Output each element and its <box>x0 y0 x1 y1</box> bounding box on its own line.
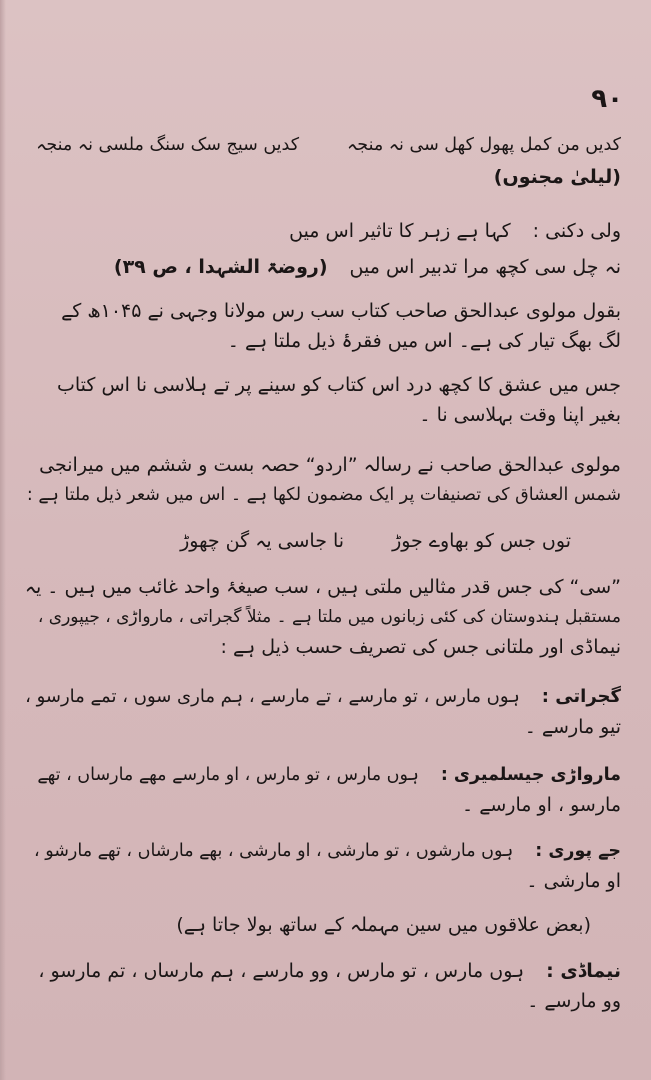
nimadi-forms: ہوں مارس ، تو مارس ، وو مارسے ، ہم مارساں ، تم مارسو ، <box>38 960 525 982</box>
page-number: ۹۰ <box>591 84 623 114</box>
conjugation-line <box>25 684 621 710</box>
page-edge-shadow <box>0 0 6 1080</box>
jaipuri-forms: ہوں مارشوں ، تو مارشی ، او مارشی ، بھے مارشاں ، تھے مارشو ، <box>34 841 514 861</box>
couplet-source: (لیلیٰ مجنوں) <box>493 166 621 188</box>
verse-line <box>180 528 571 554</box>
conjugation-line <box>37 762 621 788</box>
gujarati-forms: ہوں مارس ، تو مارسے ، تے مارسے ، ہم ماری سوں ، تمے مارسو ، <box>25 686 520 707</box>
conjugation-line: تیو مارسے ۔ <box>524 716 621 738</box>
wali-verse-2: نہ چل سی کچھ مرا تدبیر اس میں <box>349 256 621 278</box>
paragraph-line: ”سی“ کی جس قدر مثالیں ملتی ہیں ، سب صیغۂ واحد غائب میں ہیں ۔ یہ <box>24 576 621 598</box>
verse-hemistich-left: نا جاسی یہ گن چھوڑ <box>180 530 345 552</box>
conjugation-line: او مارشی ۔ <box>526 870 621 892</box>
wali-source: (روضۃ الشہدا ، ص ۳۹) <box>113 256 328 278</box>
wali-verse-line-2 <box>114 254 621 280</box>
marwari-forms: ہوں مارس ، تو مارس ، او مارسے مھے مارساں ، تھے <box>37 765 419 785</box>
conjugation-line: مارسو ، او مارسے ۔ <box>462 794 621 816</box>
marwari-label: مارواڑی جیسلمیری : <box>440 765 621 785</box>
paragraph-line: شمس العشاق کی تصنیفات پر ایک مضمون لکھا ہے ۔ اس میں شعر ذیل ملتا ہے : <box>26 485 621 505</box>
paragraph-line: مولوی عبدالحق صاحب نے رسالہ ”اردو“ حصہ بست و ششم میں میرانجی <box>39 454 621 476</box>
paragraph-line: مستقبل ہندوستان کی کئی زبانوں میں ملتا ہے ۔ مثلاً گجراتی ، مارواڑی ، جیپوری ، <box>37 607 621 627</box>
wali-label: ولی دکنی : <box>532 220 621 242</box>
gujarati-label: گجراتی : <box>541 686 621 707</box>
conjugation-line: وو مارسے ۔ <box>527 990 621 1012</box>
couplet-hemistich-left: کدیں سیج سک سنگ ملسی نہ منجہ <box>36 135 300 155</box>
couplet-line <box>36 132 621 158</box>
wali-verse-1: کہا ہے زہر کا تاثیر اس میں <box>289 220 511 242</box>
paragraph-line: نیماڈی اور ملتانی جس کی تصریف حسب ذیل ہے : <box>220 636 621 658</box>
quote-line: جس میں عشق کا کچھ درد اس کتاب کو سینے پر تے ہلاسی نا اس کتاب <box>56 374 621 396</box>
couplet-hemistich-right: کدیں من کمل پھول کھل سی نہ منجہ <box>347 135 621 155</box>
note-line: (بعض علاقوں میں سین مہملہ کے ساتھ بولا جاتا ہے) <box>176 914 591 936</box>
paragraph-line: لگ بھگ تیار کی ہے۔ اس میں فقرۂ ذیل ملتا ہے ۔ <box>227 330 621 352</box>
quote-line: بغیر اپنا وقت بہلاسی نا ۔ <box>419 404 621 426</box>
conjugation-line <box>38 958 621 984</box>
conjugation-line <box>34 838 621 864</box>
jaipuri-label: جے پوری : <box>535 841 621 861</box>
verse-hemistich-right: توں جس کو بھاوے جوڑ <box>392 530 571 552</box>
nimadi-label: نیماڈی : <box>546 960 621 982</box>
paragraph-line: بقول مولوی عبدالحق صاحب کتاب سب رس مولانا وجہی نے ۱۰۴۵ھ کے <box>61 300 621 322</box>
wali-verse-line <box>289 218 621 244</box>
